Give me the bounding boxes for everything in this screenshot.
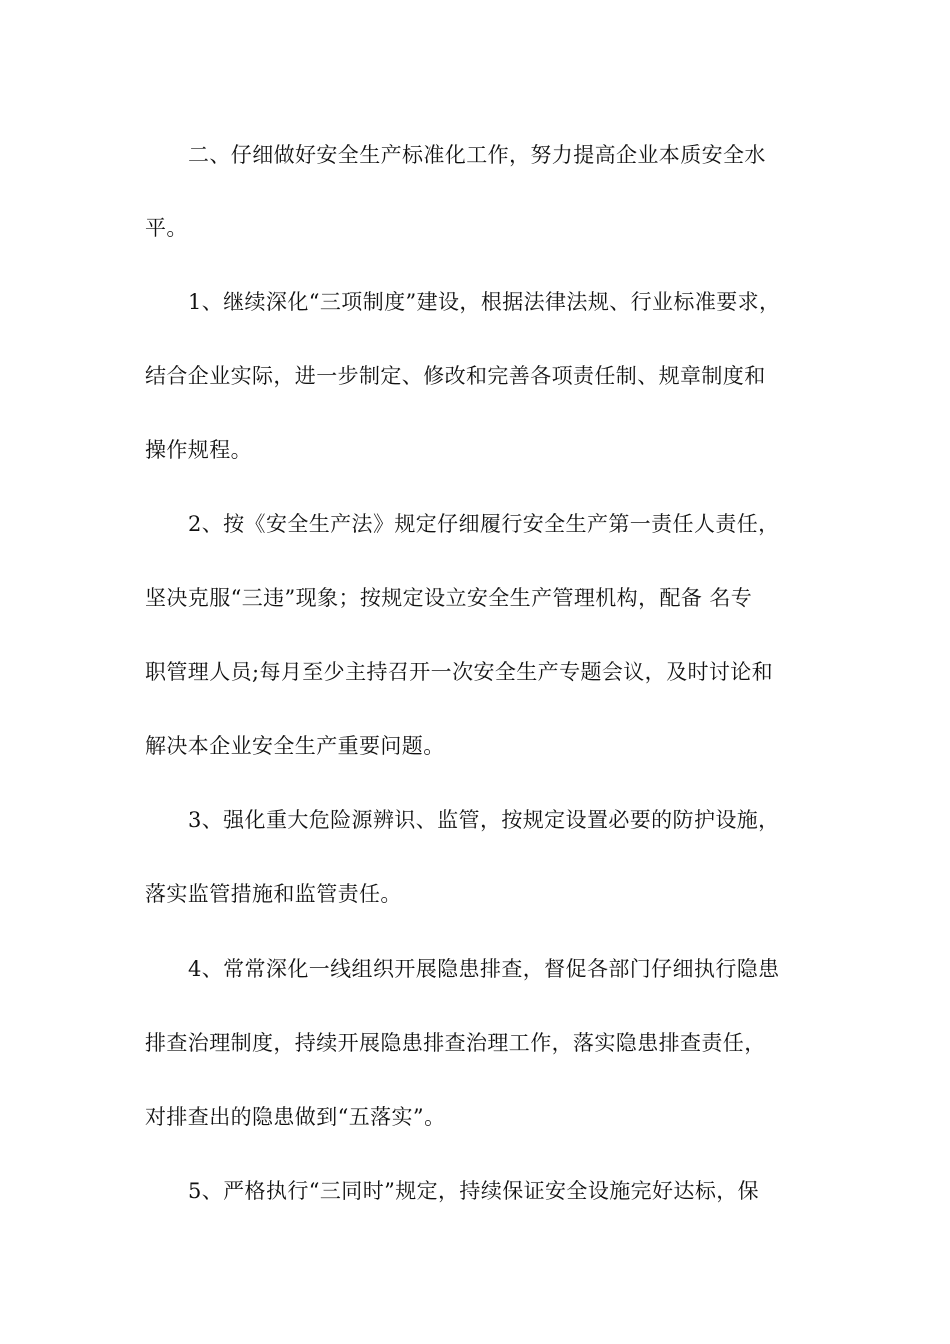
item-5-line-1: 5、严格执行“三同时”规定，持续保证安全设施完好达标，保: [188, 1179, 760, 1203]
item-1-line-1: 1、继续深化“三项制度”建设，根据法律法规、行业标准要求，: [188, 290, 781, 314]
item-2-line-4: 解决本企业安全生产重要问题。: [145, 734, 445, 758]
item-1-line-3: 操作规程。: [145, 438, 252, 462]
item-4-line-1: 4、常常深化一线组织开展隐患排查，督促各部门仔细执行隐患: [188, 957, 780, 981]
item-3-line-1: 3、强化重大危险源辨识、监管，按规定设置必要的防护设施，: [188, 808, 780, 832]
section-heading-line-2: 平。: [145, 216, 188, 240]
item-4-line-3: 对排查出的隐患做到“五落实”。: [145, 1105, 446, 1129]
item-2-line-3: 职管理人员;每月至少主持召开一次安全生产专题会议，及时讨论和: [145, 660, 774, 684]
item-2-line-2: 坚决克服“三违”现象；按规定设立安全生产管理机构，配备 名专: [145, 586, 753, 610]
item-4-line-2: 排查治理制度，持续开展隐患排查治理工作，落实隐患排查责任，: [145, 1031, 766, 1055]
item-1-line-2: 结合企业实际，进一步制定、修改和完善各项责任制、规章制度和: [145, 364, 766, 388]
section-heading-line-1: 二、仔细做好安全生产标准化工作，努力提高企业本质安全水: [188, 143, 766, 167]
item-2-line-1: 2、按《安全生产法》规定仔细履行安全生产第一责任人责任，: [188, 512, 780, 536]
item-3-line-2: 落实监管措施和监管责任。: [145, 882, 402, 906]
